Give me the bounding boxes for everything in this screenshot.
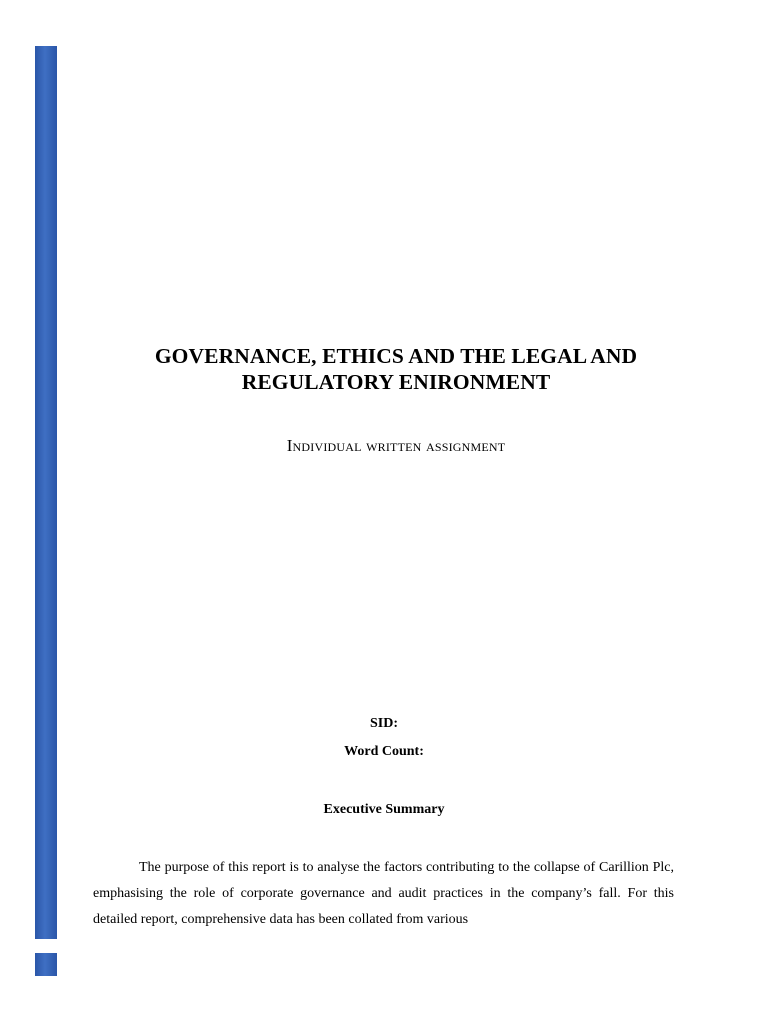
title-line-1: GOVERNANCE, ETHICS AND THE LEGAL AND <box>154 344 638 368</box>
sid-label: SID: <box>369 716 398 731</box>
document-subtitle: Individual written assignment <box>286 436 506 455</box>
document-title <box>90 343 702 395</box>
title-line-2: REGULATORY ENIRONMENT <box>241 370 551 394</box>
decorative-sidebar-square <box>35 953 57 976</box>
executive-summary-heading: Executive Summary <box>323 802 445 817</box>
executive-summary-paragraph: The purpose of this report is to analyse the factors contributing to the collapse of Carillion Plc, emphasising the role of corporate governance and audit practices in the company’s fall. For this detailed report, comprehensive data has been collated from various <box>93 860 674 927</box>
decorative-sidebar-bar <box>35 46 57 939</box>
word-count-label: Word Count: <box>344 744 424 759</box>
